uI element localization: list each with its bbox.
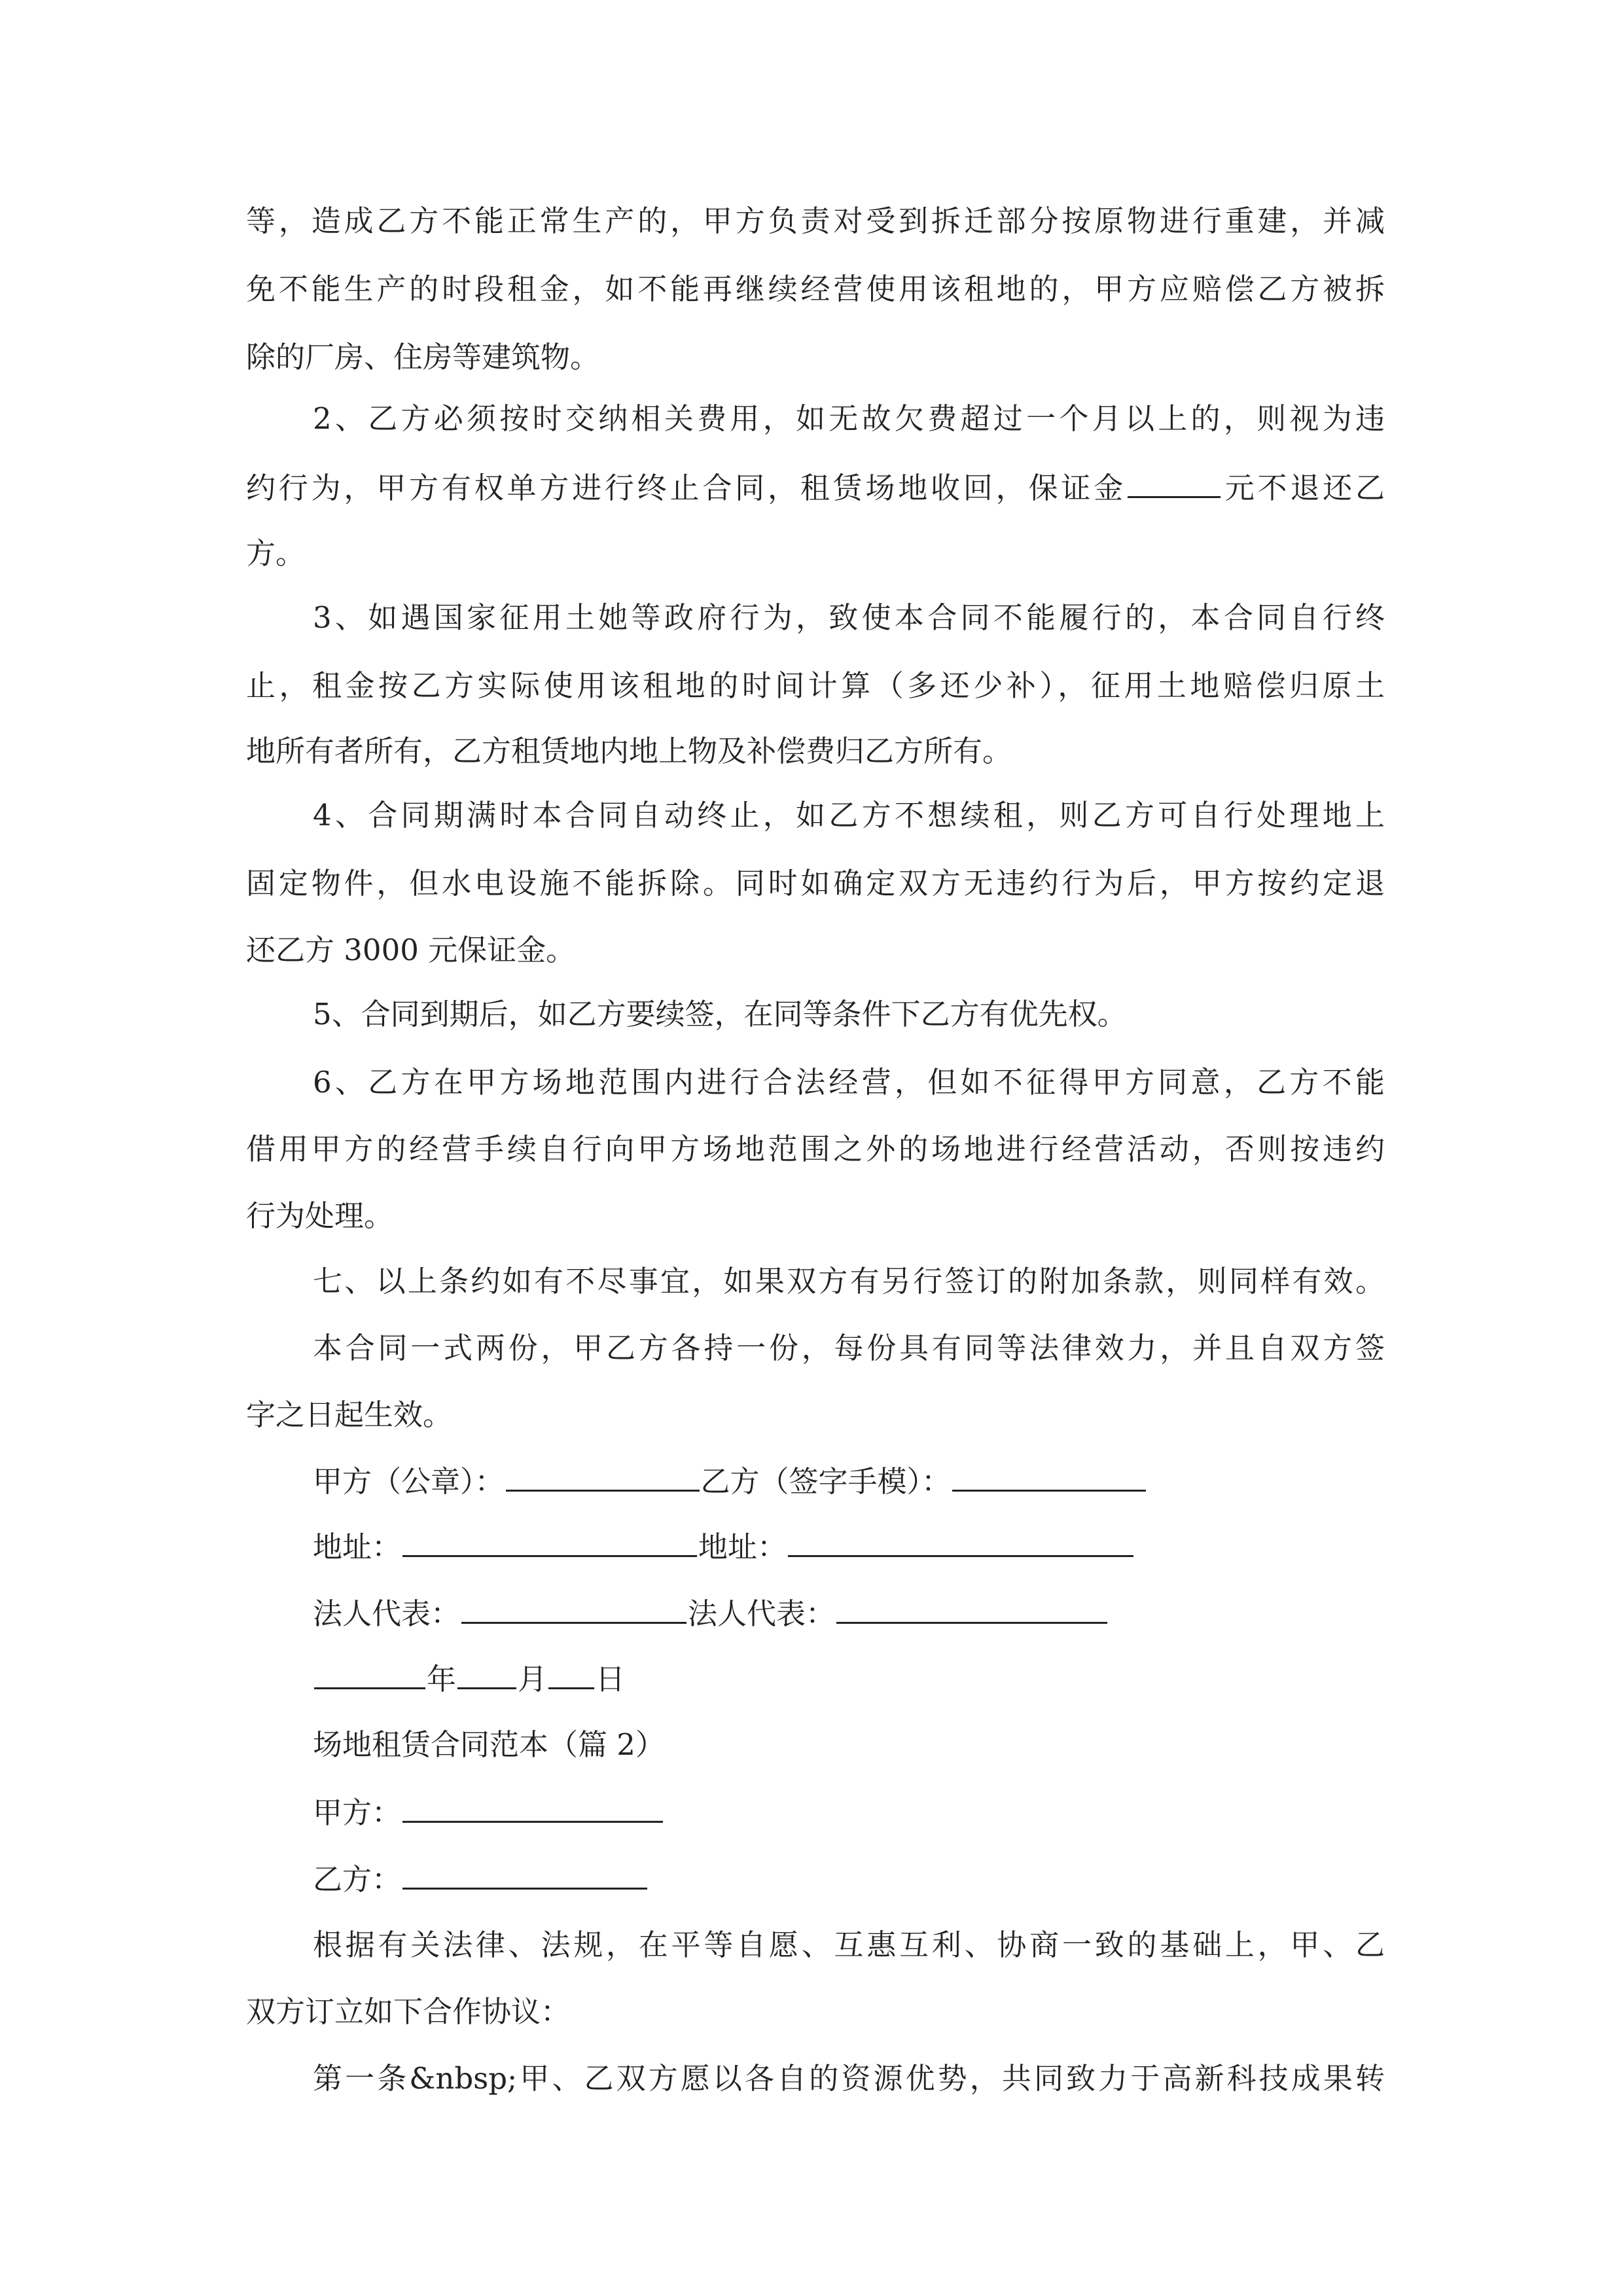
text-line: 还乙方 3000 元保证金。 bbox=[246, 933, 576, 967]
clause-6: 6、乙方在甲方场地范围内进行合法经营，但如不征得甲方同意，乙方不能 bbox=[313, 1065, 1385, 1100]
month-field[interactable] bbox=[457, 1659, 516, 1689]
contract-2-party-b bbox=[313, 1859, 1452, 1899]
year-field[interactable] bbox=[314, 1659, 425, 1689]
text-line: 双方订立如下合作协议： bbox=[246, 1994, 571, 2029]
text-line: 等，造成乙方不能正常生产的，甲方负责对受到拆迁部分按原物进行重建，并减 bbox=[246, 204, 1385, 238]
address-a-field[interactable] bbox=[402, 1526, 697, 1557]
date-row bbox=[313, 1659, 1452, 1699]
text-line: 地所有者所有，乙方租赁地内地上物及补偿费归乙方所有。 bbox=[246, 734, 1012, 768]
signature-row-party bbox=[313, 1461, 1452, 1501]
party-b-field[interactable] bbox=[402, 1859, 647, 1890]
party-b-sign-label: 乙方（签字手模）： bbox=[700, 1464, 952, 1499]
address-a-label: 地址： bbox=[313, 1530, 402, 1564]
deposit-blank bbox=[1128, 467, 1221, 498]
text-line: 免不能生产的时段租金，如不能再继续经营使用该租地的，甲方应赔偿乙方被拆 bbox=[246, 272, 1385, 306]
clause-4: 4、合同期满时本合同自动终止，如乙方不想续租，则乙方可自行处理地上 bbox=[313, 798, 1385, 833]
address-b-label: 地址： bbox=[698, 1530, 787, 1564]
party-a-field[interactable] bbox=[402, 1792, 663, 1823]
day-field[interactable] bbox=[548, 1659, 594, 1689]
rep-b-field[interactable] bbox=[836, 1593, 1107, 1624]
month-label: 月 bbox=[518, 1662, 548, 1696]
rep-a-label: 法人代表： bbox=[313, 1596, 461, 1631]
text-line: 方。 bbox=[246, 536, 306, 571]
text-line: 固定物件，但水电设施不能拆除。同时如确定双方无违约行为后，甲方按约定退 bbox=[246, 866, 1385, 901]
address-b-field[interactable] bbox=[788, 1526, 1133, 1557]
party-b-label: 乙方： bbox=[313, 1862, 402, 1897]
clause-5: 5、合同到期后，如乙方要续签，在同等条件下乙方有优先权。 bbox=[313, 997, 1127, 1031]
rep-b-label: 法人代表： bbox=[688, 1596, 836, 1631]
clause-2: 2、乙方必须按时交纳相关费用，如无故欠费超过一个月以上的，则视为违 bbox=[313, 401, 1385, 436]
contract-2-intro: 根据有关法律、法规，在平等自愿、互惠互利、协商一致的基础上，甲、乙 bbox=[313, 1928, 1385, 1962]
year-label: 年 bbox=[427, 1662, 457, 1696]
party-a-label: 甲方： bbox=[313, 1795, 402, 1830]
contract-2-title: 场地租赁合同范本（篇 2） bbox=[313, 1727, 665, 1762]
rep-a-field[interactable] bbox=[461, 1593, 687, 1624]
article-1: 第一条&nbsp;甲、乙双方愿以各自的资源优势，共同致力于高新科技成果转 bbox=[313, 2061, 1385, 2096]
party-b-sign-field[interactable] bbox=[952, 1461, 1146, 1492]
copies-clause: 本合同一式两份，甲乙方各持一份，每份具有同等法律效力，并且自双方签 bbox=[313, 1331, 1385, 1365]
party-a-seal-field[interactable] bbox=[506, 1461, 700, 1492]
text-line: 行为处理。 bbox=[246, 1198, 394, 1233]
clause-7: 七、以上条约如有不尽事宜，如果双方有另行签订的附加条款，则同样有效。 bbox=[313, 1264, 1385, 1299]
party-a-seal-label: 甲方（公章）： bbox=[313, 1464, 505, 1499]
text-line: 字之日起生效。 bbox=[246, 1397, 453, 1432]
text-line: 止，租金按乙方实际使用该租地的时间计算（多还少补），征用土地赔偿归原土 bbox=[246, 668, 1385, 703]
signature-row-address bbox=[313, 1526, 1452, 1567]
text-fragment: 元不退还乙 bbox=[1221, 471, 1385, 505]
text-line bbox=[246, 467, 1385, 508]
text-line: 借用甲方的经营手续自行向甲方场地范围之外的场地进行经营活动，否则按违约 bbox=[246, 1132, 1385, 1166]
text-line: 除的厂房、住房等建筑物。 bbox=[246, 340, 600, 374]
signature-row-rep bbox=[313, 1593, 1452, 1634]
clause-3: 3、如遇国家征用土她等政府行为，致使本合同不能履行的，本合同自行终 bbox=[313, 600, 1385, 635]
contract-2-party-a bbox=[313, 1792, 1452, 1833]
text-fragment: 约行为，甲方有权单方进行终止合同，租赁场地收回，保证金 bbox=[246, 471, 1126, 505]
day-label: 日 bbox=[596, 1662, 626, 1696]
